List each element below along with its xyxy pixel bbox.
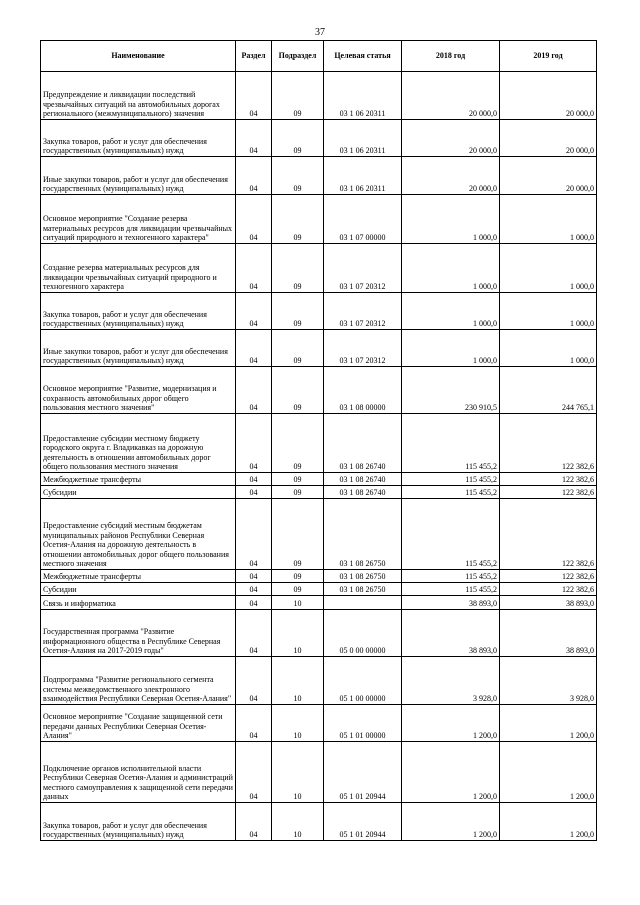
row-2019: 20 000,0 — [500, 72, 597, 120]
row-2019: 1 000,0 — [500, 195, 597, 244]
row-2018: 1 000,0 — [402, 195, 500, 244]
table-row — [41, 195, 597, 244]
row-2019: 122 382,6 — [500, 583, 597, 596]
row-subsection: 09 — [272, 72, 324, 120]
row-subsection: 09 — [272, 244, 324, 293]
row-name: Межбюджетные трансферты — [41, 473, 236, 486]
row-target: 03 1 08 26750 — [324, 570, 402, 583]
row-2019: 1 200,0 — [500, 742, 597, 803]
row-subsection: 09 — [272, 293, 324, 330]
row-2019: 20 000,0 — [500, 120, 597, 157]
row-2018: 1 000,0 — [402, 330, 500, 367]
row-target: 03 1 08 00000 — [324, 367, 402, 414]
row-subsection: 09 — [272, 157, 324, 195]
row-target: 03 1 06 20311 — [324, 120, 402, 157]
row-target: 03 1 06 20311 — [324, 72, 402, 120]
table-row — [41, 803, 597, 841]
row-2018: 115 455,2 — [402, 570, 500, 583]
row-2018: 1 200,0 — [402, 705, 500, 742]
row-section: 04 — [236, 803, 272, 841]
table-row — [41, 570, 597, 583]
row-subsection: 09 — [272, 570, 324, 583]
row-target: 03 1 08 26740 — [324, 414, 402, 473]
row-name: Государственная программа "Развитие информационного общества в Республике Северная Осетия-Алания на 2017-2019 годы" — [41, 610, 236, 657]
row-section: 04 — [236, 157, 272, 195]
row-2019: 38 893,0 — [500, 596, 597, 610]
row-2018: 115 455,2 — [402, 414, 500, 473]
row-name: Закупка товаров, работ и услуг для обеспечения государственных (муниципальных) нужд — [41, 803, 236, 841]
row-section: 04 — [236, 120, 272, 157]
row-2018: 1 000,0 — [402, 293, 500, 330]
row-name: Связь и информатика — [41, 596, 236, 610]
row-2019: 122 382,6 — [500, 499, 597, 570]
row-name: Подключение органов исполнительной власти Республики Северная Осетия-Алания и администраций местного самоуправления к защищенной сети передачи данных — [41, 742, 236, 803]
row-2019: 244 765,1 — [500, 367, 597, 414]
row-section: 04 — [236, 570, 272, 583]
table-row — [41, 120, 597, 157]
row-subsection: 10 — [272, 610, 324, 657]
row-target: 05 1 01 20944 — [324, 742, 402, 803]
row-target: 05 0 00 00000 — [324, 610, 402, 657]
row-subsection: 09 — [272, 499, 324, 570]
budget-table — [40, 40, 597, 841]
header-target: Целевая статья — [324, 41, 402, 72]
row-section: 04 — [236, 486, 272, 499]
table-row — [41, 657, 597, 705]
row-2018: 115 455,2 — [402, 486, 500, 499]
row-section: 04 — [236, 330, 272, 367]
row-2019: 20 000,0 — [500, 157, 597, 195]
row-name: Основное мероприятие "Развитие, модернизация и сохранность автомобильных дорог общего пользования местного значения" — [41, 367, 236, 414]
row-section: 04 — [236, 596, 272, 610]
row-subsection: 09 — [272, 330, 324, 367]
row-target: 03 1 07 20312 — [324, 293, 402, 330]
row-target: 03 1 06 20311 — [324, 157, 402, 195]
header-section: Раздел — [236, 41, 272, 72]
row-2019: 1 000,0 — [500, 293, 597, 330]
row-2018: 20 000,0 — [402, 157, 500, 195]
row-name: Межбюджетные трансферты — [41, 570, 236, 583]
row-2018: 38 893,0 — [402, 596, 500, 610]
table-row — [41, 583, 597, 596]
row-2019: 122 382,6 — [500, 486, 597, 499]
row-target: 03 1 08 26740 — [324, 486, 402, 499]
row-2018: 1 000,0 — [402, 244, 500, 293]
table-row — [41, 596, 597, 610]
row-name: Закупка товаров, работ и услуг для обеспечения государственных (муниципальных) нужд — [41, 293, 236, 330]
table-row — [41, 705, 597, 742]
table-row — [41, 486, 597, 499]
table-row — [41, 330, 597, 367]
row-section: 04 — [236, 293, 272, 330]
row-2019: 122 382,6 — [500, 414, 597, 473]
row-name: Иные закупки товаров, работ и услуг для обеспечения государственных (муниципальных) нужд — [41, 330, 236, 367]
row-2019: 122 382,6 — [500, 473, 597, 486]
row-subsection: 09 — [272, 414, 324, 473]
row-subsection: 09 — [272, 367, 324, 414]
row-section: 04 — [236, 473, 272, 486]
table-row — [41, 414, 597, 473]
row-name: Субсидии — [41, 583, 236, 596]
row-2018: 20 000,0 — [402, 72, 500, 120]
row-subsection: 09 — [272, 120, 324, 157]
row-2019: 1 000,0 — [500, 330, 597, 367]
table-row — [41, 742, 597, 803]
table-row — [41, 72, 597, 120]
row-section: 04 — [236, 367, 272, 414]
header-name: Наименование — [41, 41, 236, 72]
row-2018: 115 455,2 — [402, 473, 500, 486]
row-target: 03 1 08 26740 — [324, 473, 402, 486]
row-subsection: 10 — [272, 596, 324, 610]
row-target: 03 1 08 26750 — [324, 499, 402, 570]
row-target: 03 1 07 20312 — [324, 330, 402, 367]
row-target: 05 1 00 00000 — [324, 657, 402, 705]
row-section: 04 — [236, 657, 272, 705]
header-2018: 2018 год — [402, 41, 500, 72]
row-2019: 122 382,6 — [500, 570, 597, 583]
row-subsection: 09 — [272, 583, 324, 596]
row-name: Основное мероприятие "Создание резерва материальных ресурсов для ликвидации чрезвычайных ситуаций природного и техногенного характера" — [41, 195, 236, 244]
row-subsection: 09 — [272, 473, 324, 486]
row-2019: 38 893,0 — [500, 610, 597, 657]
row-subsection: 10 — [272, 803, 324, 841]
row-target: 05 1 01 20944 — [324, 803, 402, 841]
table-row — [41, 293, 597, 330]
row-name: Закупка товаров, работ и услуг для обеспечения государственных (муниципальных) нужд — [41, 120, 236, 157]
row-name: Основное мероприятие "Создание защищенной сети передачи данных Республики Северная Осетия-Алания" — [41, 705, 236, 742]
row-2019: 1 000,0 — [500, 244, 597, 293]
table-header-row — [41, 41, 597, 72]
header-subsection: Подраздел — [272, 41, 324, 72]
row-section: 04 — [236, 244, 272, 293]
row-name: Предоставление субсидии местному бюджету городского округа г. Владикавказ на дорожную деятельность в отношении автомобильных дорог общего пользования местного значения — [41, 414, 236, 473]
row-2018: 20 000,0 — [402, 120, 500, 157]
row-name: Подпрограмма "Развитие регионального сегмента системы межведомственного электронного взаимодействия Республики Северная Осетия-Алания" — [41, 657, 236, 705]
row-2018: 1 200,0 — [402, 803, 500, 841]
row-2018: 115 455,2 — [402, 583, 500, 596]
page-number: 37 — [315, 27, 325, 38]
row-subsection: 10 — [272, 742, 324, 803]
table-row — [41, 157, 597, 195]
row-2019: 3 928,0 — [500, 657, 597, 705]
row-2018: 3 928,0 — [402, 657, 500, 705]
row-target: 05 1 01 00000 — [324, 705, 402, 742]
row-section: 04 — [236, 610, 272, 657]
row-name: Предупреждение и ликвидации последствий чрезвычайных ситуаций на автомобильных дорогах регионального (межмуниципального) значения — [41, 72, 236, 120]
row-name: Субсидии — [41, 486, 236, 499]
row-section: 04 — [236, 414, 272, 473]
row-section: 04 — [236, 195, 272, 244]
row-name: Иные закупки товаров, работ и услуг для обеспечения государственных (муниципальных) нужд — [41, 157, 236, 195]
table-row — [41, 610, 597, 657]
row-2019: 1 200,0 — [500, 705, 597, 742]
row-section: 04 — [236, 72, 272, 120]
row-subsection: 10 — [272, 657, 324, 705]
row-target: 03 1 07 20312 — [324, 244, 402, 293]
row-subsection: 09 — [272, 195, 324, 244]
row-2018: 230 910,5 — [402, 367, 500, 414]
row-section: 04 — [236, 705, 272, 742]
row-2018: 115 455,2 — [402, 499, 500, 570]
row-subsection: 09 — [272, 486, 324, 499]
row-2018: 1 200,0 — [402, 742, 500, 803]
header-2019: 2019 год — [500, 41, 597, 72]
table-row — [41, 367, 597, 414]
table-row — [41, 473, 597, 486]
table-row — [41, 499, 597, 570]
row-name: Создание резерва материальных ресурсов для ликвидации чрезвычайных ситуаций природного и техногенного характера — [41, 244, 236, 293]
row-section: 04 — [236, 742, 272, 803]
row-subsection: 10 — [272, 705, 324, 742]
row-target: 03 1 07 00000 — [324, 195, 402, 244]
row-section: 04 — [236, 499, 272, 570]
row-target: 03 1 08 26750 — [324, 583, 402, 596]
table-row — [41, 244, 597, 293]
row-target — [324, 596, 402, 610]
row-name: Предоставление субсидий местным бюджетам муниципальных районов Республики Северная Осетия-Алания на дорожную деятельность в отношении автомобильных дорог общего пользования местного значения — [41, 499, 236, 570]
row-2018: 38 893,0 — [402, 610, 500, 657]
row-section: 04 — [236, 583, 272, 596]
row-2019: 1 200,0 — [500, 803, 597, 841]
